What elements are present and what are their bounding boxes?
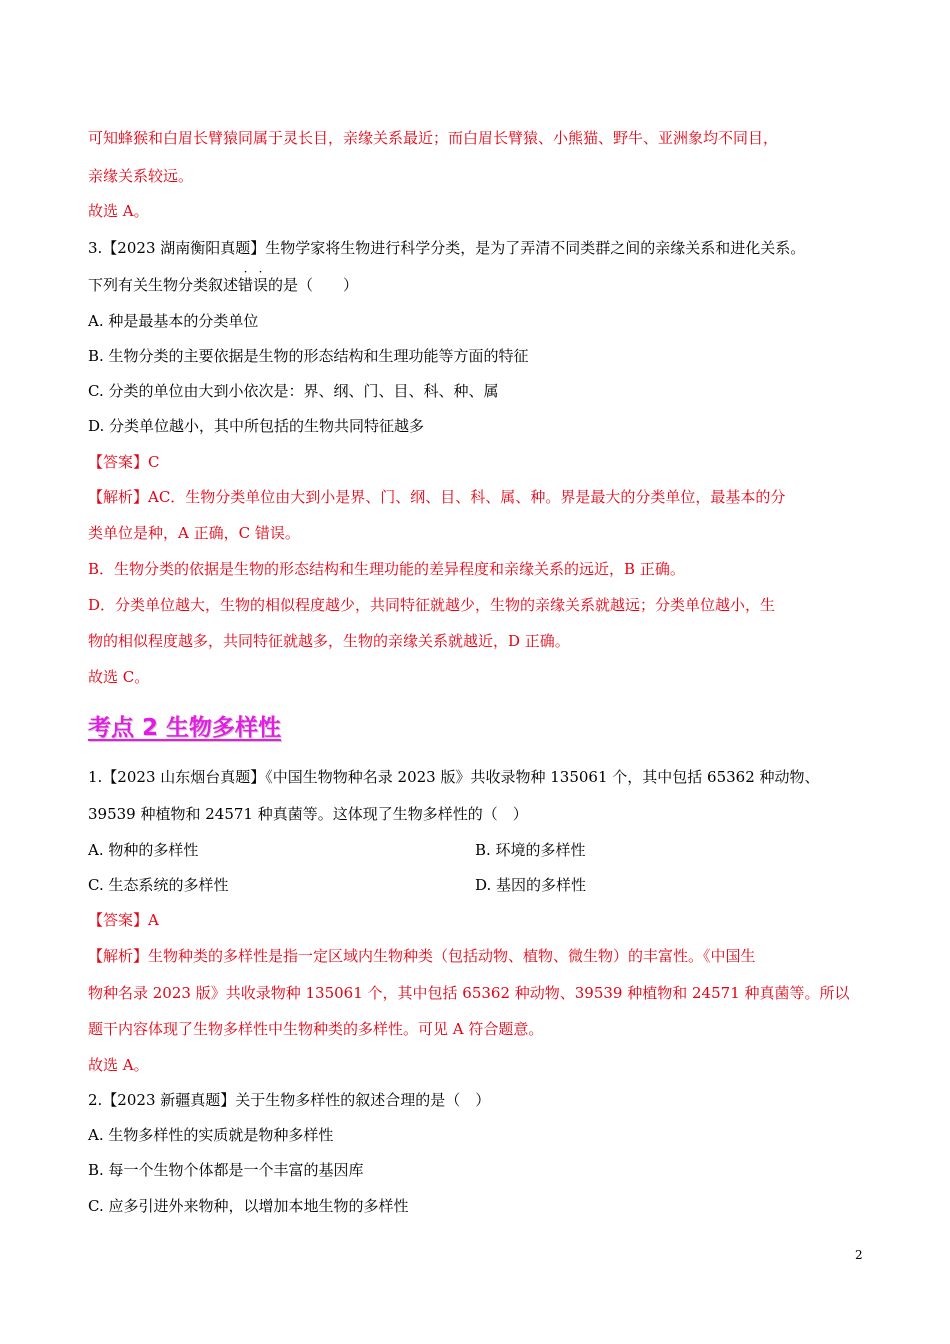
explanation-line: 亲缘关系较远。 [88,167,194,185]
question-3-stem-cont [88,265,359,295]
answer-line: 【答案】C [88,453,160,471]
section-heading: 考点 2 生物多样性 [88,715,282,741]
explanation-text: 生物种类的多样性是指一定区域内生物种类（包括动物、植物、微生物）的丰富性。《中国生 [148,947,756,965]
explanation-line [88,946,756,966]
question-1-stem-cont: 39539 种植物和 24571 种真菌等。这体现了生物多样性的（ ） [88,805,528,823]
option-d: D. 基因的多样性 [475,876,587,894]
option-a: A. 物种的多样性 [88,841,199,859]
option-a: A. 生物多样性的实质就是物种多样性 [88,1126,334,1144]
option-c: C. 应多引进外来物种，以增加本地生物的多样性 [88,1197,409,1215]
option-c: C. 生态系统的多样性 [88,876,229,894]
explanation-line: 可知蜂猴和白眉长臂猿同属于灵长目，亲缘关系最近；而白眉长臂猿、小熊猫、野牛、亚洲象均不同目， [88,129,779,147]
stem-text: 的是（ ） [268,276,359,294]
explanation-line: 物种名录 2023 版》共收录物种 135061 个，其中包括 65362 种动物、39539 种植物和 24571 种真菌等。所以 [88,984,850,1002]
explanation-line: B．生物分类的依据是生物的形态结构和生理功能的差异程度和亲缘关系的远近，B 正确。 [88,560,685,578]
emphasis-char [238,265,254,295]
emphasis-text: 错 [238,276,254,294]
stem-text: 下列有关生物分类叙述 [88,276,239,294]
option-b: B. 生物分类的主要依据是生物的形态结构和生理功能等方面的特征 [88,347,529,365]
explanation-line: 【解析】AC．生物分类单位由大到小是界、门、纲、目、科、属、种。界是最大的分类单位，最基本的分 [88,488,786,506]
conclusion-line: 故选 A。 [88,1056,149,1074]
option-a: A. 种是最基本的分类单位 [88,312,259,330]
question-1-stem: 1.【2023 山东烟台真题】《中国生物物种名录 2023 版》共收录物种 135061 个，其中包括 65362 种动物、 [88,768,820,786]
explanation-tag: 【解析】 [88,947,149,965]
explanation-line: 题干内容体现了生物多样性中生物种类的多样性。可见 A 符合题意。 [88,1020,544,1038]
answer-line: 【答案】A [88,911,159,929]
conclusion-line: 故选 C。 [88,668,150,686]
page-number: 2 [855,1248,863,1262]
question-2-stem: 2.【2023 新疆真题】关于生物多样性的叙述合理的是（ ） [88,1091,491,1109]
option-c: C. 分类的单位由大到小依次是：界、纲、门、目、科、种、属 [88,382,499,400]
explanation-line: 类单位是种，A 正确，C 错误。 [88,524,300,542]
option-b: B. 环境的多样性 [475,841,586,859]
emphasis-char [253,265,269,295]
emphasis-text: 误 [253,276,269,294]
explanation-line: D．分类单位越大，生物的相似程度越少，共同特征就越少，生物的亲缘关系就越远；分类单位越小，生 [88,596,776,614]
option-d: D. 分类单位越小，其中所包括的生物共同特征越多 [88,417,425,435]
option-b: B. 每一个生物个体都是一个丰富的基因库 [88,1161,364,1179]
emphasis-dot: · [243,265,248,279]
emphasis-dot: · [258,265,263,279]
conclusion-line: 故选 A。 [88,202,149,220]
question-3-stem: 3.【2023 湖南衡阳真题】生物学家将生物进行科学分类，是为了弄清不同类群之间的亲缘关系和进化关系。 [88,239,806,257]
explanation-line: 物的相似程度越多，共同特征就越多，生物的亲缘关系就越近，D 正确。 [88,632,570,650]
